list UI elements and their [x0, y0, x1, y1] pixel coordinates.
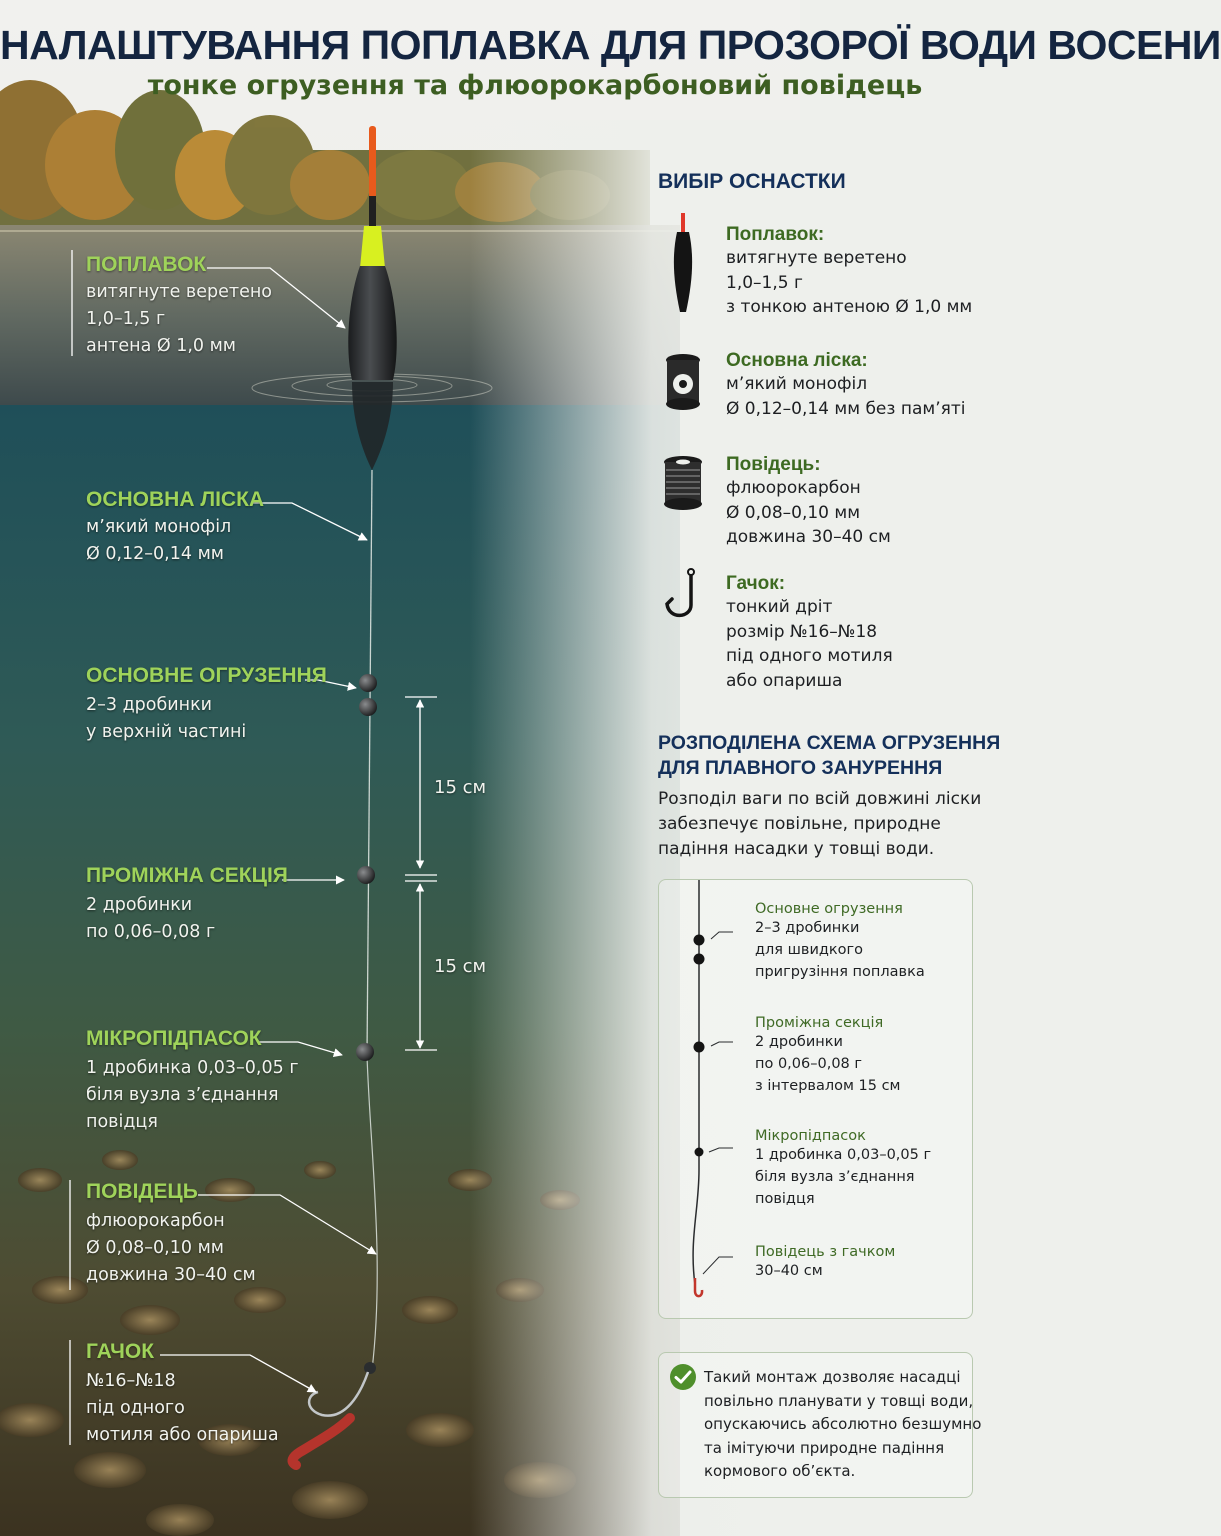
label-hook-line: під одного	[86, 1398, 185, 1418]
label-float	[86, 253, 272, 360]
label-micro-weight-line: повідця	[86, 1112, 158, 1132]
scheme-item-line: 30–40 см	[755, 1263, 823, 1279]
gear-item-head: Гачок:	[726, 573, 786, 594]
label-main-weight-head: ОСНОВНЕ ОГРУЗЕННЯ	[86, 664, 327, 687]
gear-item-line: тонкий дріт	[726, 597, 833, 617]
gear-heading: ВИБІР ОСНАСТКИ	[658, 170, 846, 193]
scheme-item-micro-weight	[755, 1128, 931, 1210]
note-line: повільно планувати у товщі води,	[704, 1391, 974, 1410]
scheme-item-line: 1 дробинка 0,03–0,05 г	[755, 1147, 932, 1163]
label-hook-line: мотиля або опариша	[86, 1425, 279, 1445]
shot-4	[356, 1043, 374, 1061]
gear-item-line: під одного мотиля	[726, 646, 893, 666]
label-leader-head: ПОВІДЕЦЬ	[86, 1180, 198, 1203]
note-line: та імітуючи природне падіння	[704, 1438, 945, 1457]
scheme-item-line: по 0,06–0,08 г	[755, 1056, 863, 1072]
label-main-weight	[86, 664, 327, 746]
leader-spool-icon	[664, 456, 702, 510]
dimension-upper: 15 см	[434, 777, 487, 798]
float-antenna-tip	[369, 126, 376, 198]
dimension-lower: 15 см	[434, 956, 487, 977]
page-title: НАЛАШТУВАННЯ ПОПЛАВКА ДЛЯ ПРОЗОРОЇ ВОДИ ВОСЕНИ	[0, 22, 1221, 68]
gear-item-line: витягнуте веретено	[726, 248, 907, 268]
label-leader-line: Ø 0,08–0,10 мм	[86, 1238, 224, 1258]
label-main-weight-line: у верхній частині	[86, 722, 247, 742]
scheme-item-main-weight	[755, 901, 925, 983]
gear-item-line: Ø 0,12–0,14 мм без пам’яті	[726, 398, 966, 419]
gear-item-line: розмір №16–№18	[726, 621, 878, 642]
gear-item-line: довжина 30–40 см	[726, 527, 891, 547]
label-hook-head: ГАЧОК	[86, 1340, 155, 1363]
label-mid-section-head: ПРОМІЖНА СЕКЦІЯ	[86, 864, 288, 887]
label-micro-weight-line: біля вузла з’єднання	[86, 1085, 279, 1105]
label-leader-line: довжина 30–40 см	[86, 1265, 256, 1285]
gear-item-line: з тонкою антеною Ø 1,0 мм	[726, 297, 973, 317]
gear-item-head: Основна ліска:	[726, 350, 868, 371]
scheme-item-line: біля вузла з’єднання	[755, 1169, 915, 1185]
label-float-line: 1,0–1,5 г	[86, 309, 166, 329]
label-float-line: витягнуте веретено	[86, 282, 272, 302]
scheme-item-line: 2 дробинки	[755, 1034, 843, 1050]
label-hook	[86, 1340, 279, 1449]
float-body	[348, 266, 396, 380]
label-mid-section-line: 2 дробинки	[86, 895, 193, 915]
shot-2	[359, 698, 377, 716]
label-main-weight-line: 2–3 дробинки	[86, 695, 213, 715]
label-mid-section-line: по 0,06–0,08 г	[86, 922, 216, 942]
label-micro-weight-line: 1 дробинка 0,03–0,05 г	[86, 1058, 299, 1078]
scheme-item-line: з інтервалом 15 см	[755, 1078, 901, 1094]
gear-item-line: Ø 0,08–0,10 мм	[726, 502, 861, 523]
scheme-item-line: 2–3 дробинки	[755, 920, 860, 936]
gear-item-head: Поплавок:	[726, 224, 825, 245]
gear-item-main-line	[726, 350, 965, 421]
shot-3	[357, 866, 375, 884]
scheme-description	[658, 787, 981, 862]
gear-item-leader	[726, 454, 891, 550]
label-micro-weight-head: МІКРОПІДПАСОК	[86, 1027, 262, 1050]
scheme-shot	[695, 1148, 704, 1157]
note-line: опускаючись абсолютно безшумно	[704, 1415, 982, 1433]
label-main-line	[86, 488, 264, 568]
scheme-shot	[694, 935, 705, 946]
scheme-heading-line: РОЗПОДІЛЕНА СХЕМА ОГРУЗЕННЯ	[658, 732, 1001, 754]
label-main-line-line: Ø 0,12–0,14 мм	[86, 544, 224, 564]
gear-item-line: м’який монофіл	[726, 374, 868, 394]
label-hook-line: №16–№18	[86, 1371, 176, 1391]
note-text	[704, 1366, 981, 1484]
scheme-box	[658, 879, 973, 1319]
gear-item-hook	[726, 573, 893, 693]
scheme-shot	[694, 1042, 705, 1053]
scheme-description-line: падіння насадки у товщі води.	[658, 839, 935, 859]
line-spool-icon	[666, 354, 700, 410]
label-main-line-line: м’який монофіл	[86, 517, 232, 537]
label-mid-section	[86, 864, 288, 946]
float-antenna-stem	[369, 196, 376, 228]
scheme-item-head: Мікропідпасок	[755, 1128, 866, 1144]
shot-1	[359, 674, 377, 692]
scheme-item-line: для швидкого	[755, 942, 864, 958]
label-main-line-head: ОСНОВНА ЛІСКА	[86, 488, 265, 511]
gear-item-line: 1,0–1,5 г	[726, 272, 803, 293]
scheme-item-line: повідця	[755, 1191, 815, 1207]
note-line: кормового об’єкта.	[704, 1462, 856, 1480]
label-micro-weight	[86, 1027, 299, 1136]
gear-item-head: Повідець:	[726, 454, 821, 475]
check-circle-icon	[669, 1363, 697, 1391]
gear-item-line: або опариша	[726, 670, 843, 691]
swivel	[364, 1362, 376, 1374]
label-float-head: ПОПЛАВОК	[86, 253, 207, 276]
scheme-heading	[658, 731, 1000, 781]
scheme-heading-line: ДЛЯ ПЛАВНОГО ЗАНУРЕННЯ	[658, 757, 943, 779]
scheme-shot	[694, 954, 705, 965]
float-yellow-band	[360, 226, 385, 268]
label-leader-line: флюорокарбон	[86, 1211, 225, 1231]
note-line: Такий монтаж дозволяє насадці	[704, 1368, 961, 1386]
scheme-item-head: Основне огрузення	[755, 901, 903, 917]
scheme-description-line: забезпечує повільне, природне	[658, 814, 941, 834]
gear-item-float	[726, 224, 972, 320]
label-float-line: антена Ø 1,0 мм	[86, 336, 236, 356]
scheme-item-mid-section	[755, 1015, 901, 1097]
scheme-item-head: Повідець з гачком	[755, 1244, 896, 1260]
scheme-hook	[695, 1278, 702, 1296]
page-subtitle: тонке огрузення та флюорокарбоновий повідець	[147, 70, 923, 101]
scheme-item-head: Проміжна секція	[755, 1015, 884, 1031]
scheme-item-leader-hook	[755, 1244, 895, 1282]
note-box	[658, 1352, 982, 1498]
scheme-description-line: Розподіл ваги по всій довжині ліски	[658, 789, 982, 809]
scheme-item-line: пригрузіння поплавка	[755, 964, 925, 980]
label-leader	[86, 1180, 256, 1289]
gear-item-line: флюорокарбон	[726, 478, 861, 498]
